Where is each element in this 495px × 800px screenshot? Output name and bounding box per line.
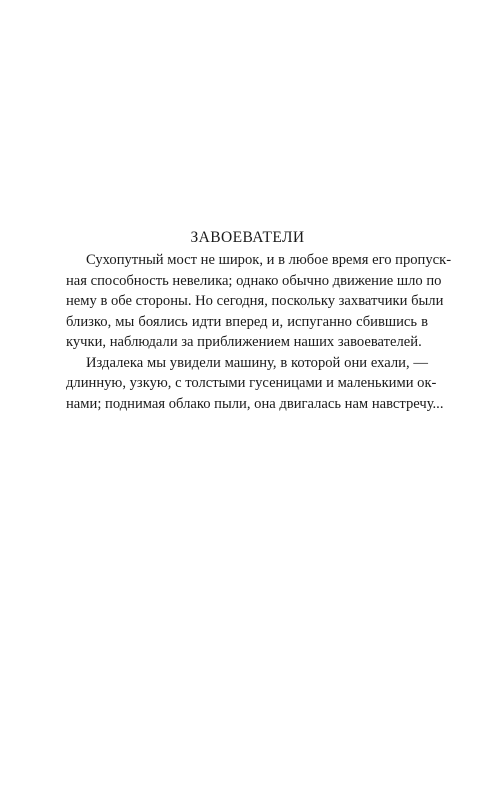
text-line: Сухопутный мост не широк, и в любое время его пропуск-: [86, 252, 452, 268]
text-line: близко, мы боялись идти вперед и, испуганно сбившись в: [66, 313, 428, 330]
text-line: ная способность невелика; однако обычно движение шло по: [66, 272, 442, 289]
text-line: нами; поднимая облако пыли, она двигалась нам навстречу...: [66, 395, 444, 412]
paragraph: [66, 250, 452, 353]
chapter-body: [66, 250, 452, 414]
text-line: нему в обе стороны. Но сегодня, поскольку захватчики были: [66, 293, 444, 309]
chapter-title: ЗАВОЕВАТЕЛИ: [190, 229, 305, 246]
text-line: длинную, узкую, с толстыми гусеницами и маленькими ок-: [66, 375, 437, 391]
text-line: кучки, наблюдали за приближением наших завоевателей.: [66, 334, 422, 350]
paragraph: [66, 353, 444, 415]
text-line: Издалека мы увидели машину, в которой они ехали, —: [86, 354, 428, 371]
